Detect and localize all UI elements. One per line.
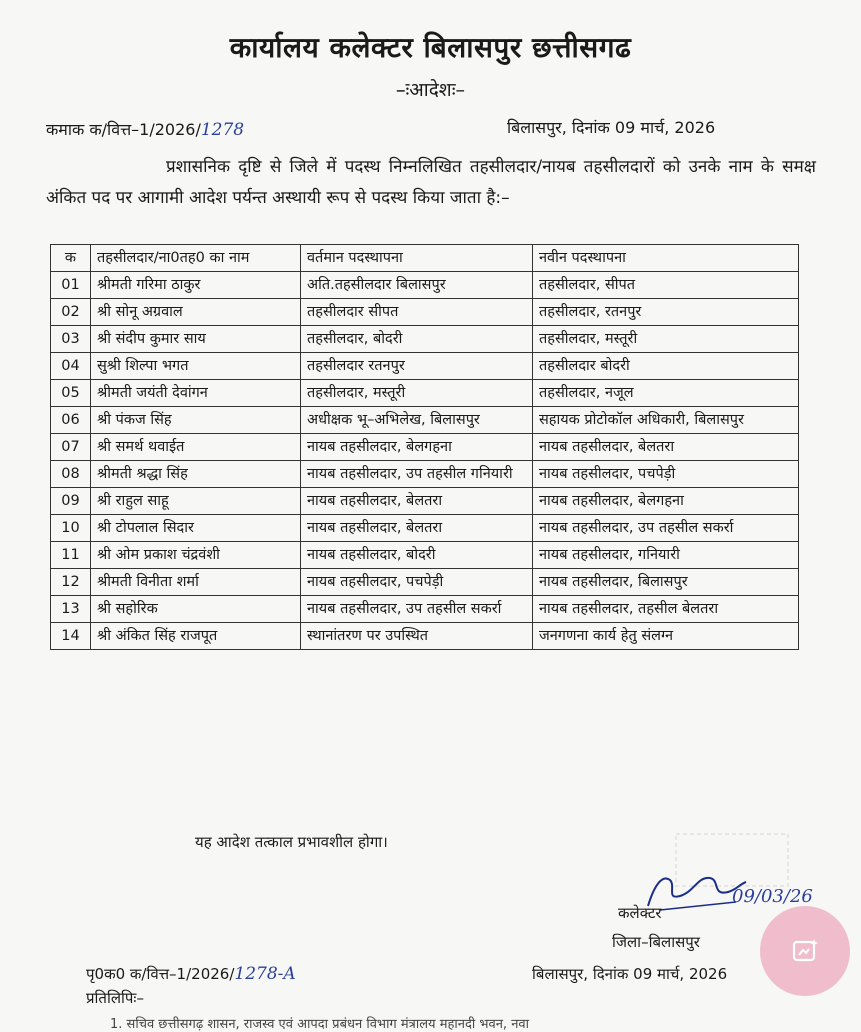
- cell-serial: 04: [51, 353, 91, 380]
- cell-serial: 11: [51, 542, 91, 569]
- table-row: [51, 326, 799, 353]
- cell-serial: 13: [51, 596, 91, 623]
- order-number-printed: कमाक क/वित्त–1/2026/: [46, 120, 201, 139]
- order-number: [46, 118, 244, 140]
- cell-new-posting: नायब तहसीलदार, बेलतरा: [533, 434, 799, 461]
- table-row: [51, 515, 799, 542]
- cell-name: श्री पंकज सिंह: [91, 407, 301, 434]
- cell-current-posting: स्थानांतरण पर उपस्थित: [301, 623, 533, 650]
- cell-current-posting: तहसीलदार सीपत: [301, 299, 533, 326]
- cell-current-posting: तहसीलदार, बोदरी: [301, 326, 533, 353]
- header-current-posting: वर्तमान पदस्थापना: [301, 245, 533, 272]
- intro-paragraph: [46, 152, 816, 214]
- endorsement-number-printed: पृ0क0 क/वित्त–1/2026/: [86, 965, 235, 983]
- table-row: [51, 461, 799, 488]
- cell-name: श्री अंकित सिंह राजपूत: [91, 623, 301, 650]
- table-row: [51, 299, 799, 326]
- cell-new-posting: नायब तहसीलदार, उप तहसील सकर्रा: [533, 515, 799, 542]
- cell-new-posting: तहसीलदार, सीपत: [533, 272, 799, 299]
- table-row: [51, 407, 799, 434]
- table-row: [51, 596, 799, 623]
- cell-serial: 10: [51, 515, 91, 542]
- cell-name: श्री ओम प्रकाश चंद्रवंशी: [91, 542, 301, 569]
- cell-current-posting: तहसीलदार, मस्तूरी: [301, 380, 533, 407]
- cell-new-posting: तहसीलदार, मस्तूरी: [533, 326, 799, 353]
- header-name: तहसीलदार/ना0तह0 का नाम: [91, 245, 301, 272]
- effective-note: यह आदेश तत्काल प्रभावशील होगा।: [195, 833, 388, 851]
- cell-current-posting: तहसीलदार रतनपुर: [301, 353, 533, 380]
- table-row: [51, 272, 799, 299]
- cell-name: श्री राहुल साहू: [91, 488, 301, 515]
- office-title: कार्यालय कलेक्टर बिलासपुर छत्तीसगढ: [229, 31, 632, 64]
- cell-current-posting: नायब तहसीलदार, बोदरी: [301, 542, 533, 569]
- cell-current-posting: अधीक्षक भू–अभिलेख, बिलासपुर: [301, 407, 533, 434]
- cell-new-posting: नायब तहसीलदार, तहसील बेलतरा: [533, 596, 799, 623]
- cell-serial: 12: [51, 569, 91, 596]
- endorsement-number: [86, 964, 296, 984]
- header-serial: क: [51, 245, 91, 272]
- table-row: [51, 623, 799, 650]
- table-header-row: [51, 245, 799, 272]
- cell-current-posting: नायब तहसीलदार, पचपेड़ी: [301, 569, 533, 596]
- cell-name: श्रीमती श्रद्धा सिंह: [91, 461, 301, 488]
- order-number-handwritten: 1278: [200, 120, 245, 140]
- cell-new-posting: नायब तहसीलदार, बेलगहना: [533, 488, 799, 515]
- cell-serial: 05: [51, 380, 91, 407]
- cell-new-posting: जनगणना कार्य हेतु संलग्न: [533, 623, 799, 650]
- cell-name: श्री सोनू अग्रवाल: [91, 299, 301, 326]
- cell-current-posting: नायब तहसीलदार, उप तहसील सकर्रा: [301, 596, 533, 623]
- cell-new-posting: तहसीलदार, रतनपुर: [533, 299, 799, 326]
- cell-name: श्रीमती विनीता शर्मा: [91, 569, 301, 596]
- cell-new-posting: सहायक प्रोटोकॉल अधिकारी, बिलासपुर: [533, 407, 799, 434]
- signature-date-handwritten: 09/03/26: [732, 886, 813, 907]
- signatory-district: जिला–बिलासपुर: [612, 933, 700, 951]
- cell-name: श्री टोपलाल सिदार: [91, 515, 301, 542]
- table-row: [51, 434, 799, 461]
- cell-current-posting: नायब तहसीलदार, बेलतरा: [301, 488, 533, 515]
- cell-new-posting: तहसीलदार बोदरी: [533, 353, 799, 380]
- cell-serial: 08: [51, 461, 91, 488]
- table-row: [51, 542, 799, 569]
- order-heading: –ःआदेशः–: [395, 79, 466, 101]
- cell-name: श्रीमती गरिमा ठाकुर: [91, 272, 301, 299]
- cell-current-posting: अति.तहसीलदार बिलासपुर: [301, 272, 533, 299]
- copy-item-partial: 1. सचिव छत्तीसगढ़ शासन, राजस्व एवं आपदा प्रबंधन विभाग मंत्रालय महानदी भवन, नवा: [110, 1017, 530, 1032]
- cell-current-posting: नायब तहसीलदार, बेलगहना: [301, 434, 533, 461]
- cell-serial: 02: [51, 299, 91, 326]
- cell-serial: 09: [51, 488, 91, 515]
- cell-name: श्रीमती जयंती देवांगन: [91, 380, 301, 407]
- edit-image-button[interactable]: [760, 906, 850, 996]
- table-row: [51, 569, 799, 596]
- cell-name: श्री समर्थ थवाईत: [91, 434, 301, 461]
- cell-name: श्री सहोरिक: [91, 596, 301, 623]
- copy-to-label: प्रतिलिपिः–: [86, 989, 144, 1007]
- cell-serial: 14: [51, 623, 91, 650]
- cell-serial: 01: [51, 272, 91, 299]
- cell-current-posting: नायब तहसीलदार, बेलतरा: [301, 515, 533, 542]
- header-new-posting: नवीन पदस्थापना: [533, 245, 799, 272]
- cell-current-posting: नायब तहसीलदार, उप तहसील गनियारी: [301, 461, 533, 488]
- cell-name: सुश्री शिल्पा भगत: [91, 353, 301, 380]
- cell-new-posting: तहसीलदार, नजूल: [533, 380, 799, 407]
- cell-new-posting: नायब तहसीलदार, पचपेड़ी: [533, 461, 799, 488]
- cell-serial: 03: [51, 326, 91, 353]
- signatory-title: कलेक्टर: [618, 904, 662, 922]
- endorsement-number-handwritten: 1278-A: [234, 964, 296, 984]
- cell-serial: 07: [51, 434, 91, 461]
- endorsement-place-date: बिलासपुर, दिनांक 09 मार्च, 2026: [532, 965, 728, 983]
- edit-image-icon: [790, 936, 820, 966]
- cell-new-posting: नायब तहसीलदार, बिलासपुर: [533, 569, 799, 596]
- posting-table: [50, 244, 799, 650]
- cell-serial: 06: [51, 407, 91, 434]
- table-row: [51, 380, 799, 407]
- order-place-date: बिलासपुर, दिनांक 09 मार्च, 2026: [507, 118, 716, 137]
- table-row: [51, 353, 799, 380]
- table-row: [51, 488, 799, 515]
- intro-text: प्रशासनिक दृष्टि से जिले में पदस्थ निम्नलिखित तहसीलदार/नायब तहसीलदारों को उनके नाम के समक्ष अंकित पद पर आगामी आदेश पर्यन्त अस्थायी रूप से पदस्थ किया जाता है:–: [46, 157, 816, 208]
- cell-name: श्री संदीप कुमार साय: [91, 326, 301, 353]
- cell-new-posting: नायब तहसीलदार, गनियारी: [533, 542, 799, 569]
